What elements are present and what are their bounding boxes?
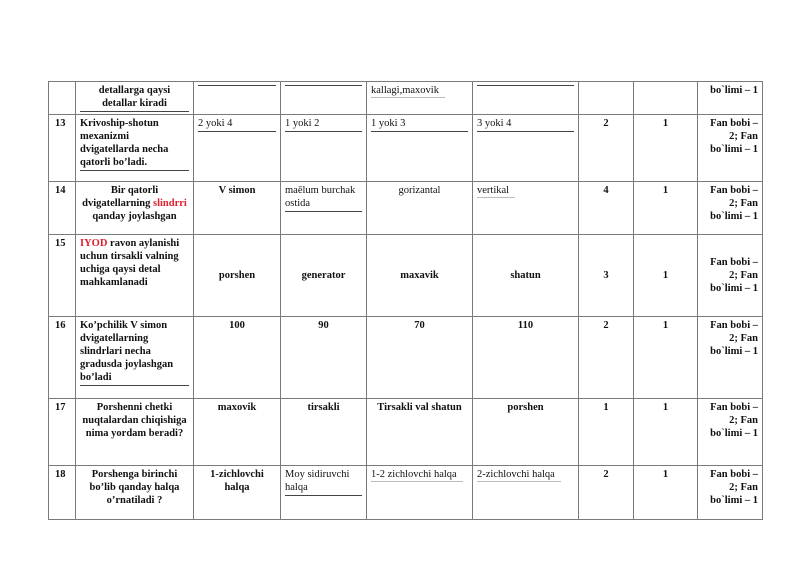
answer-a: porshen [194,235,281,317]
fan-section: bo`limi – 1 [698,82,763,115]
answer-b: generator [281,235,367,317]
answer-b: Moy sidiruvchi halqa [281,466,367,520]
table-row [49,82,763,115]
score-1: 2 [579,115,634,182]
answer-b [281,82,367,115]
fan-section: Fan bobi – 2; Fan bo`limi – 1 [698,235,763,317]
table-row [49,115,763,182]
answer-d: porshen [473,399,579,466]
row-number: 16 [49,317,76,399]
score-2: 1 [634,317,698,399]
answer-a: 100 [194,317,281,399]
fan-section: Fan bobi – 2; Fan bo`limi – 1 [698,466,763,520]
score-2: 1 [634,115,698,182]
row-number: 18 [49,466,76,520]
answer-c: maxavik [367,235,473,317]
score-1: 1 [579,399,634,466]
answer-a: maxovik [194,399,281,466]
table-row [49,235,763,317]
answer-b: 90 [281,317,367,399]
questions-table [48,81,763,520]
answer-b: 1 yoki 2 [281,115,367,182]
row-number [49,82,76,115]
question-cell: Porshenga birinchi bo’lib qanday halqa o’rnatiladi ? [76,466,194,520]
row-number: 17 [49,399,76,466]
answer-d: vertikal [473,182,579,235]
score-1: 4 [579,182,634,235]
answer-c: gorizantal [367,182,473,235]
table-row [49,182,763,235]
answer-c: kallagi,maxovik [367,82,473,115]
score-1 [579,82,634,115]
fan-section: Fan bobi – 2; Fan bo`limi – 1 [698,115,763,182]
row-number: 15 [49,235,76,317]
answer-d: 2-zichlovchi halqa [473,466,579,520]
score-2: 1 [634,235,698,317]
answer-d [473,82,579,115]
score-1: 2 [579,466,634,520]
question-cell: detallarga qaysi detallar kiradi [76,82,194,115]
score-2: 1 [634,182,698,235]
answer-c: 1 yoki 3 [367,115,473,182]
answer-d: shatun [473,235,579,317]
row-number: 13 [49,115,76,182]
fan-section: Fan bobi – 2; Fan bo`limi – 1 [698,399,763,466]
answer-d: 110 [473,317,579,399]
question-cell: Porshenni chetki nuqtalardan chiqishiga nima yordam beradi? [76,399,194,466]
answer-c: 1-2 zichlovchi halqa [367,466,473,520]
question-cell: Ko’pchilik V simon dvigatellarning slindrlari necha gradusda joylashgan bo’ladi [76,317,194,399]
question-cell: Bir qatorli dvigatellarning slindrri qanday joylashgan [76,182,194,235]
question-cell: Krivoship-shotun mexanizmi dvigatellarda necha qatorli bo’ladi. [76,115,194,182]
fan-section: Fan bobi – 2; Fan bo`limi – 1 [698,182,763,235]
answer-d: 3 yoki 4 [473,115,579,182]
row-number: 14 [49,182,76,235]
table-row [49,399,763,466]
answer-c: 70 [367,317,473,399]
answer-a: 2 yoki 4 [194,115,281,182]
score-1: 3 [579,235,634,317]
table-row [49,466,763,520]
score-2: 1 [634,466,698,520]
answer-c: Tirsakli val shatun [367,399,473,466]
question-cell: IYOD ravon aylanishi uchun tirsakli valning uchiga qaysi detal mahkamlanadi [76,235,194,317]
answer-b: tirsakli [281,399,367,466]
answer-a: 1-zichlovchi halqa [194,466,281,520]
score-2 [634,82,698,115]
answer-b: maēlum burchak ostida [281,182,367,235]
answer-a [194,82,281,115]
answer-a: V simon [194,182,281,235]
score-1: 2 [579,317,634,399]
table-row [49,317,763,399]
score-2: 1 [634,399,698,466]
fan-section: Fan bobi – 2; Fan bo`limi – 1 [698,317,763,399]
